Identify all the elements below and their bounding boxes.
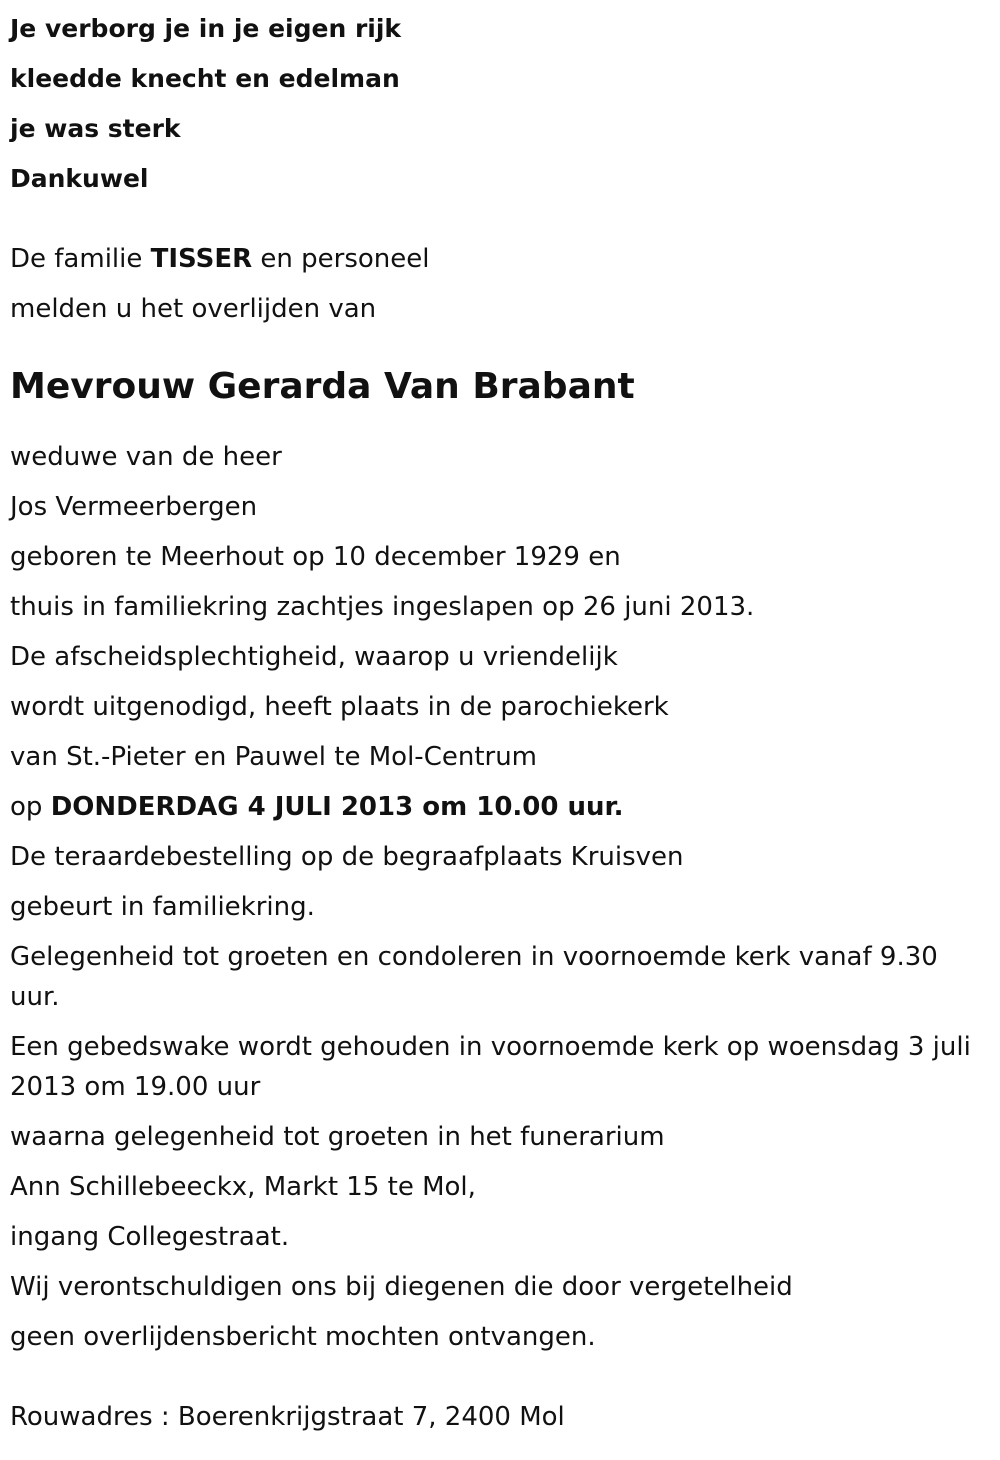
poem: [10, 4, 985, 204]
burial-line: De teraardebestelling op de begraafplaats Kruisven: [10, 842, 684, 872]
deceased-name: Mevrouw Gerarda Van Brabant: [10, 366, 635, 407]
funerarium-address: Ann Schillebeeckx, Markt 15 te Mol,: [10, 1172, 476, 1202]
announcement: [10, 234, 985, 334]
ceremony-date-line: [10, 782, 985, 832]
family-line: [10, 234, 985, 284]
ceremony-line: van St.-Pieter en Pauwel te Mol-Centrum: [10, 742, 538, 772]
poem-line: Je verborg je in je eigen rijk: [10, 14, 402, 43]
obituary-notice: [10, 0, 985, 1442]
poem-line: je was sterk: [10, 114, 181, 143]
funerarium-entrance: ingang Collegestraat.: [10, 1222, 290, 1252]
mourning-address: Rouwadres : Boerenkrijgstraat 7, 2400 Mol: [10, 1402, 565, 1432]
spouse-name: Jos Vermeerbergen: [10, 492, 258, 522]
apology-line: geen overlijdensbericht mochten ontvangen.: [10, 1322, 596, 1352]
birth-line: geboren te Meerhout op 10 december 1929 en: [10, 542, 621, 572]
vigil-line: Een gebedswake wordt gehouden in voornoemde kerk op woensdag 3 juli 2013 om 19.00 uur: [10, 1032, 971, 1102]
condolence-line: Gelegenheid tot groeten en condoleren in voornoemde kerk vanaf 9.30 uur.: [10, 942, 938, 1012]
burial-line: gebeurt in familiekring.: [10, 892, 315, 922]
ceremony-line: De afscheidsplechtigheid, waarop u vriendelijk: [10, 642, 618, 672]
death-line: thuis in familiekring zachtjes ingeslapen op 26 juni 2013.: [10, 592, 755, 622]
family-prefix: De familie: [10, 244, 151, 274]
apology-line: Wij verontschuldigen ons bij diegenen die door vergetelheid: [10, 1272, 793, 1302]
poem-line: Dankuwel: [10, 164, 149, 193]
announcement-line: melden u het overlijden van: [10, 294, 377, 324]
obituary-details: [10, 432, 985, 1362]
ceremony-date: DONDERDAG 4 JULI 2013 om 10.00 uur.: [50, 792, 624, 822]
poem-line: kleedde knecht en edelman: [10, 64, 400, 93]
family-suffix: en personeel: [252, 244, 430, 274]
detail-line: weduwe van de heer: [10, 442, 282, 472]
family-name: TISSER: [150, 244, 253, 274]
date-prefix: op: [10, 792, 51, 822]
ceremony-line: wordt uitgenodigd, heeft plaats in de parochiekerk: [10, 692, 669, 722]
funerarium-line: waarna gelegenheid tot groeten in het funerarium: [10, 1122, 665, 1152]
